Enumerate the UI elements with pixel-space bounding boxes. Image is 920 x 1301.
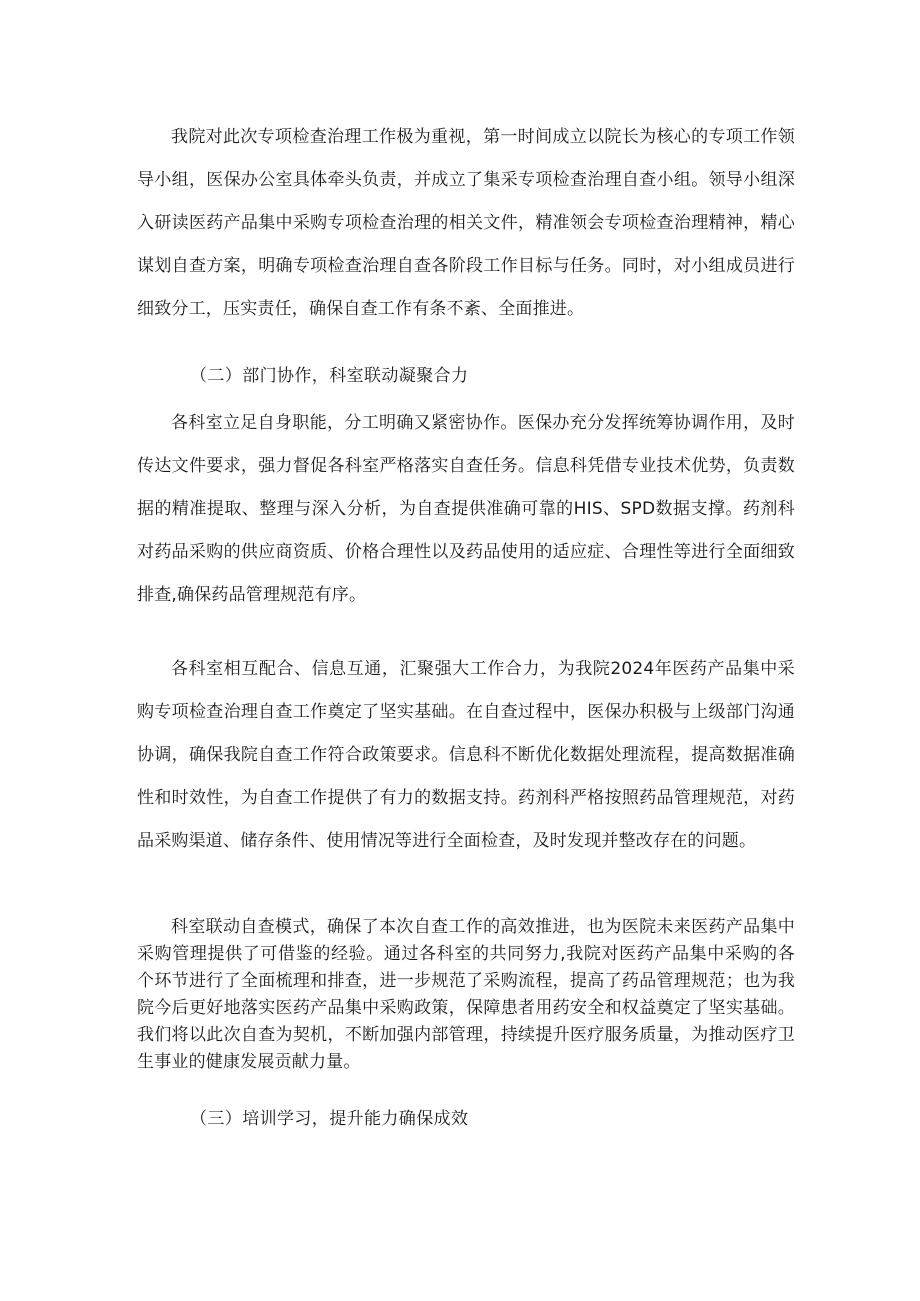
paragraph-cooperation-results: 各科室相互配合、信息互通，汇聚强大工作合力，为我院2024年医药产品集中采购专项检查治理自查工作奠定了坚实基础。在自查过程中，医保办积极与上级部门沟通协调，确保我院自查工作符合政策要求。信息科不断优化数据处理流程，提高数据准确性和时效性，为自查工作提供了有力的数据支持。药剂科严格按照药品管理规范，对药品采购渠道、储存条件、使用情况等进行全面检查，及时发现并整改存在的问题。: [137, 659, 795, 851]
section-heading-department-collaboration: （二）部门协作，科室联动凝聚合力: [190, 366, 469, 386]
paragraph-linkage-mode: 科室联动自查模式，确保了本次自查工作的高效推进，也为医院未来医药产品集中采购管理提供了可借鉴的经验。通过各科室的共同努力,我院对医药产品集中采购的各个环节进行了全面梳理和排查，进一步规范了采购流程，提高了药品管理规范；也为我院今后更好地落实医药产品集中采购政策，保障患者用药安全和权益奠定了坚实基础。我们将以此次自查为契机，不断加强内部管理，持续提升医疗服务质量，为推动医疗卫生事业的健康发展贡献力量。: [137, 917, 795, 1072]
section-heading-training: （三）培训学习，提升能力确保成效: [190, 1109, 469, 1129]
paragraph-department-duties: 各科室立足自身职能，分工明确又紧密协作。医保办充分发挥统筹协调作用，及时传达文件要求，强力督促各科室严格落实自查任务。信息科凭借专业技术优势，负责数据的精准提取、整理与深入分析，为自查提供准确可靠的HIS、SPD数据支撑。药剂科对药品采购的供应商资质、价格合理性以及药品使用的适应症、合理性等进行全面细致排查,确保药品管理规范有序。: [137, 413, 795, 605]
paragraph-leadership-group: 我院对此次专项检查治理工作极为重视，第一时间成立以院长为核心的专项工作领导小组，医保办公室具体牵头负责，并成立了集采专项检查治理自查小组。领导小组深入研读医药产品集中采购专项检查治理的相关文件，精准领会专项检查治理精神，精心谋划自查方案，明确专项检查治理自查各阶段工作目标与任务。同时，对小组成员进行细致分工，压实责任，确保自查工作有条不紊、全面推进。: [137, 127, 795, 319]
